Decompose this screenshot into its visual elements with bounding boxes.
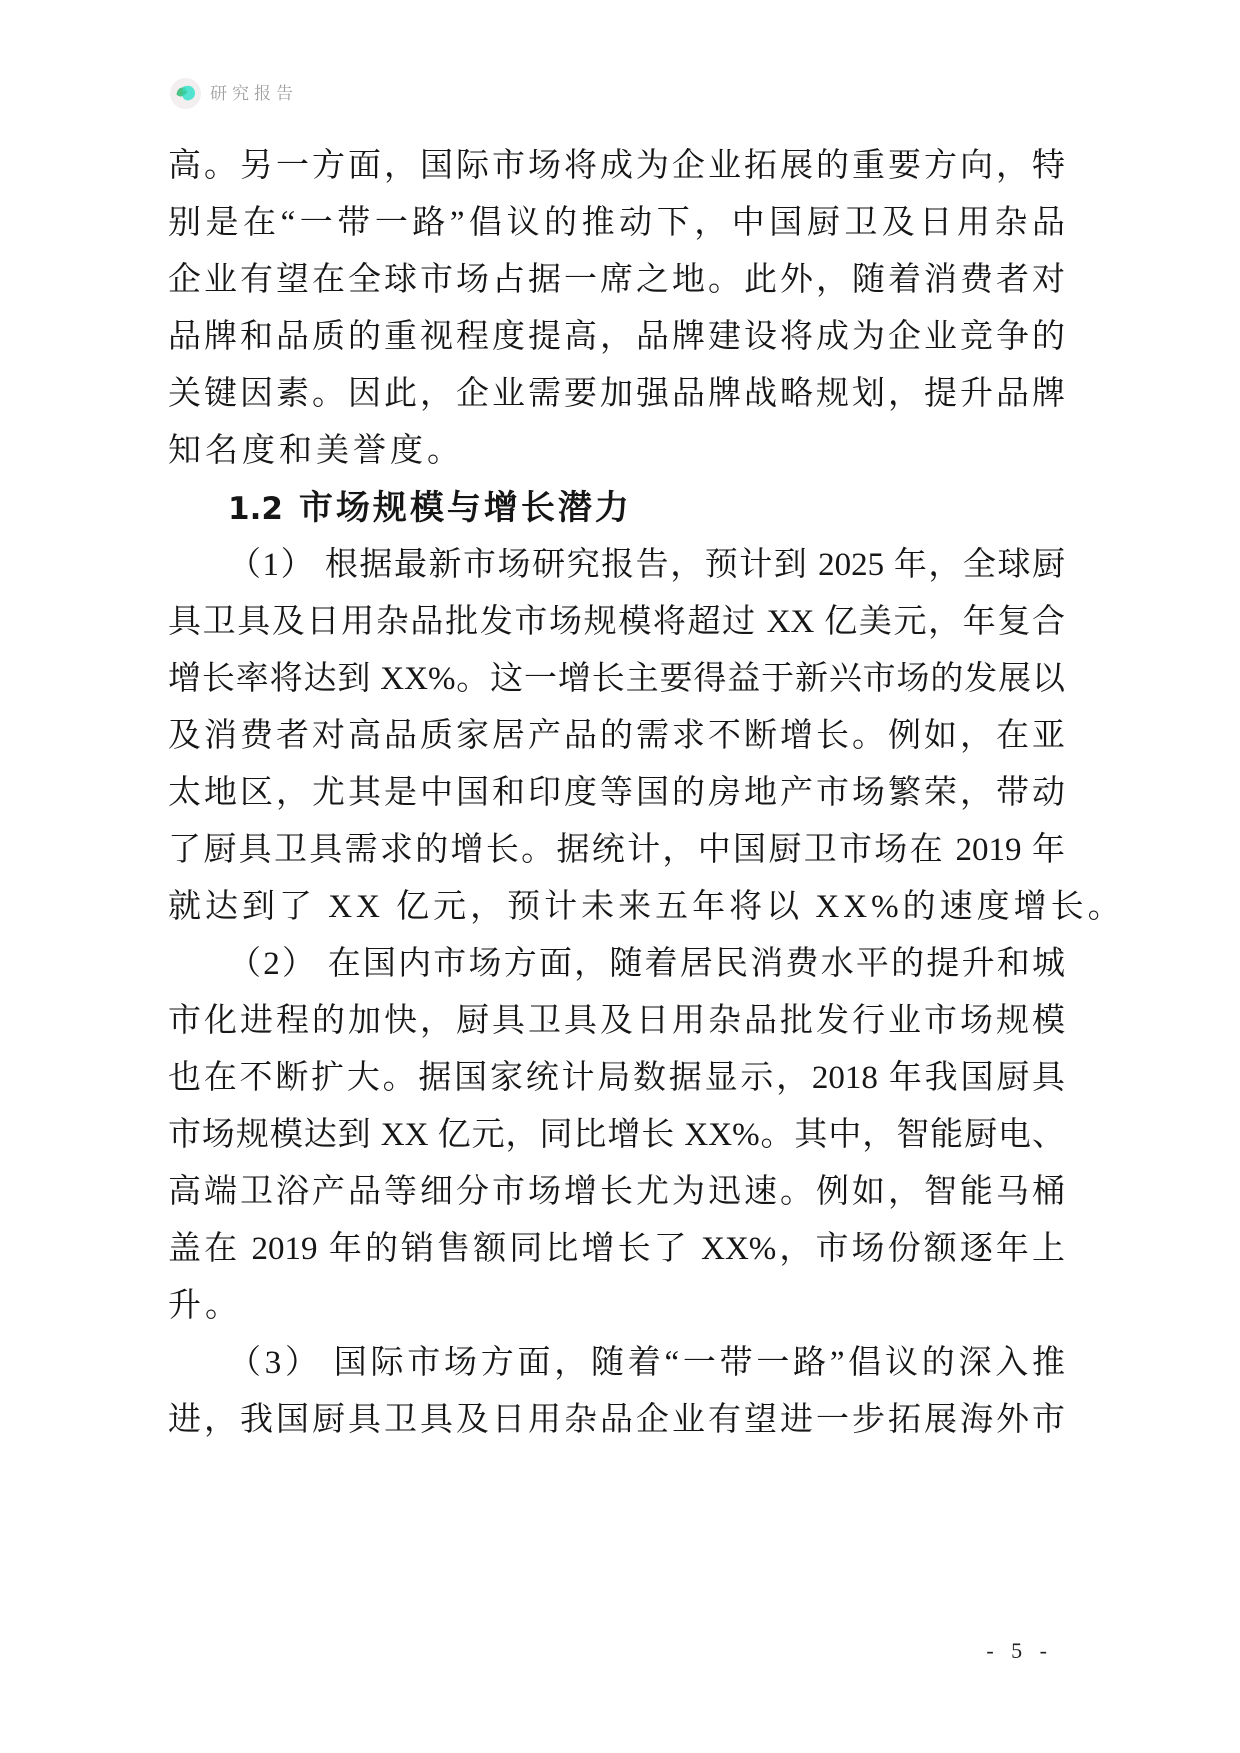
text-line: 知名度和美誉度。 xyxy=(168,433,464,469)
section-heading xyxy=(168,480,1065,537)
text-line: 盖在 2019 年的销售额同比增长了 XX%，市场份额逐年上 xyxy=(168,1231,1065,1267)
text-line: 品牌和品质的重视程度提高，品牌建设将成为企业竞争的 xyxy=(168,319,1065,355)
report-header xyxy=(170,78,298,109)
text-line: 升。 xyxy=(168,1288,242,1324)
text-line: 高。另一方面，国际市场将成为企业拓展的重要方向，特 xyxy=(168,148,1065,184)
text-line: 就达到了 XX 亿元，预计未来五年将以 XX%的速度增长。 xyxy=(168,889,1125,925)
text-line: 太地区，尤其是中国和印度等国的房地产市场繁荣，带动 xyxy=(168,775,1065,811)
page-number: - 5 - xyxy=(986,1638,1053,1663)
page-footer xyxy=(168,1638,1053,1664)
text-line: 关键因素。因此，企业需要加强品牌战略规划，提升品牌 xyxy=(168,376,1065,412)
heading-title: 市场规模与增长潜力 xyxy=(298,490,632,527)
text-line: 高端卫浴产品等细分市场增长尤为迅速。例如，智能马桶 xyxy=(168,1174,1065,1210)
text-line: 进，我国厨具卫具及日用杂品企业有望进一步拓展海外市 xyxy=(168,1402,1065,1438)
text-line: 具卫具及日用杂品批发市场规模将超过 XX 亿美元，年复合 xyxy=(168,604,1065,640)
text-line: 企业有望在全球市场占据一席之地。此外，随着消费者对 xyxy=(168,262,1065,298)
text-line: 了厨具卫具需求的增长。据统计，中国厨卫市场在 2019 年 xyxy=(168,832,1065,868)
document-body xyxy=(168,138,1125,1449)
text-line: 也在不断扩大。据国家统计局数据显示，2018 年我国厨具 xyxy=(168,1060,1065,1096)
text-line: 市场规模达到 XX 亿元，同比增长 XX%。其中，智能厨电、 xyxy=(168,1117,1065,1153)
text-line: （1） 根据最新市场研究报告，预计到 2025 年，全球厨 xyxy=(228,547,1065,583)
text-line: 市化进程的加快，厨具卫具及日用杂品批发行业市场规模 xyxy=(168,1003,1065,1039)
report-logo-icon xyxy=(170,78,201,109)
text-line: 增长率将达到 XX%。这一增长主要得益于新兴市场的发展以 xyxy=(168,661,1065,697)
heading-number: 1.2 xyxy=(228,491,283,527)
text-line: （3） 国际市场方面，随着“一带一路”倡议的深入推 xyxy=(228,1345,1065,1381)
text-line: 别是在“一带一路”倡议的推动下，中国厨卫及日用杂品 xyxy=(168,205,1065,241)
text-line: 及消费者对高品质家居产品的需求不断增长。例如，在亚 xyxy=(168,718,1065,754)
text-line: （2） 在国内市场方面，随着居民消费水平的提升和城 xyxy=(228,946,1065,982)
brand-label: 研究报告 xyxy=(210,84,298,103)
